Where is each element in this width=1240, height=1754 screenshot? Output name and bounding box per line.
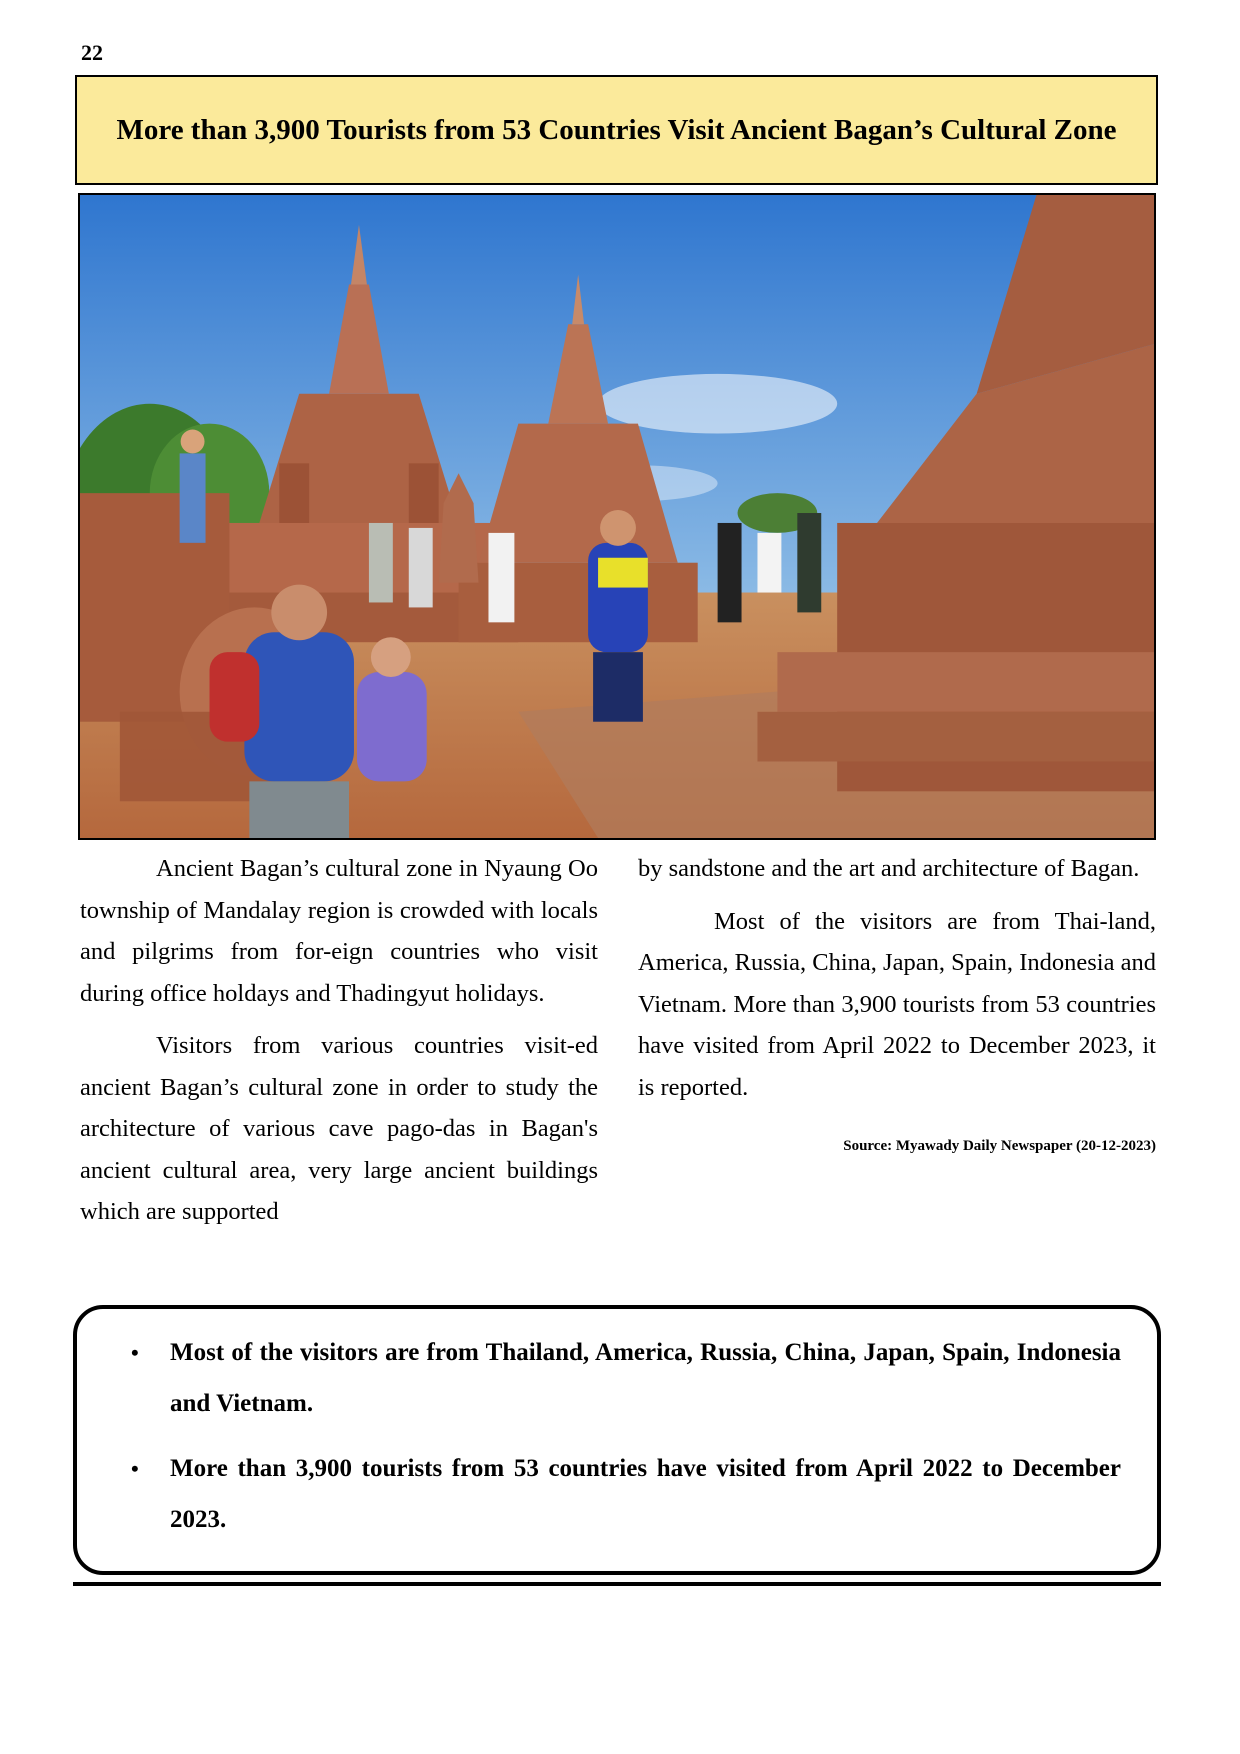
- article-title: More than 3,900 Tourists from 53 Countries Visit Ancient Bagan’s Cultural Zone: [116, 114, 1117, 146]
- article-photo: [78, 193, 1156, 840]
- page-number: 22: [81, 40, 103, 65]
- key-point-text: Most of the visitors are from Thailand, America, Russia, China, Japan, Spain, Indonesia and Vietnam.: [170, 1339, 1121, 1417]
- bottom-divider: [73, 1582, 1161, 1586]
- paragraph: Visitors from various countries visit-ed ancient Bagan’s cultural zone in order to study the architecture of various cave pago-das in Bagan's ancient cultural area, very large ancient buildings which are supported: [80, 1032, 598, 1225]
- article-body-right-column: [638, 848, 1156, 1156]
- bullet-icon: •: [131, 1340, 139, 1365]
- bullet-icon: •: [131, 1456, 139, 1481]
- key-points-box: [73, 1305, 1161, 1575]
- key-points-list: [131, 1327, 1121, 1545]
- article-source: Source: Myawady Daily Newspaper (20-12-2023): [843, 1138, 1156, 1154]
- paragraph: by sandstone and the art and architecture of Bagan.: [638, 855, 1140, 882]
- paragraph: Ancient Bagan’s cultural zone in Nyaung Oo township of Mandalay region is crowded with locals and pilgrims from for-eign countries who visit during office holdays and Thadingyut holidays.: [80, 855, 598, 1007]
- bagan-temple-photo: [80, 195, 1154, 838]
- article-body-left-column: [80, 848, 598, 1244]
- key-point: [131, 1327, 1121, 1429]
- key-point-text: More than 3,900 tourists from 53 countries have visited from April 2022 to December 2023.: [170, 1455, 1121, 1533]
- paragraph: Most of the visitors are from Thai-land, America, Russia, China, Japan, Spain, Indonesia and Vietnam. More than 3,900 tourists from 53 countries have visited from April 2022 to December 2023, it is reported.: [638, 907, 1156, 1101]
- article-title-banner: [75, 75, 1158, 185]
- key-point: [131, 1443, 1121, 1545]
